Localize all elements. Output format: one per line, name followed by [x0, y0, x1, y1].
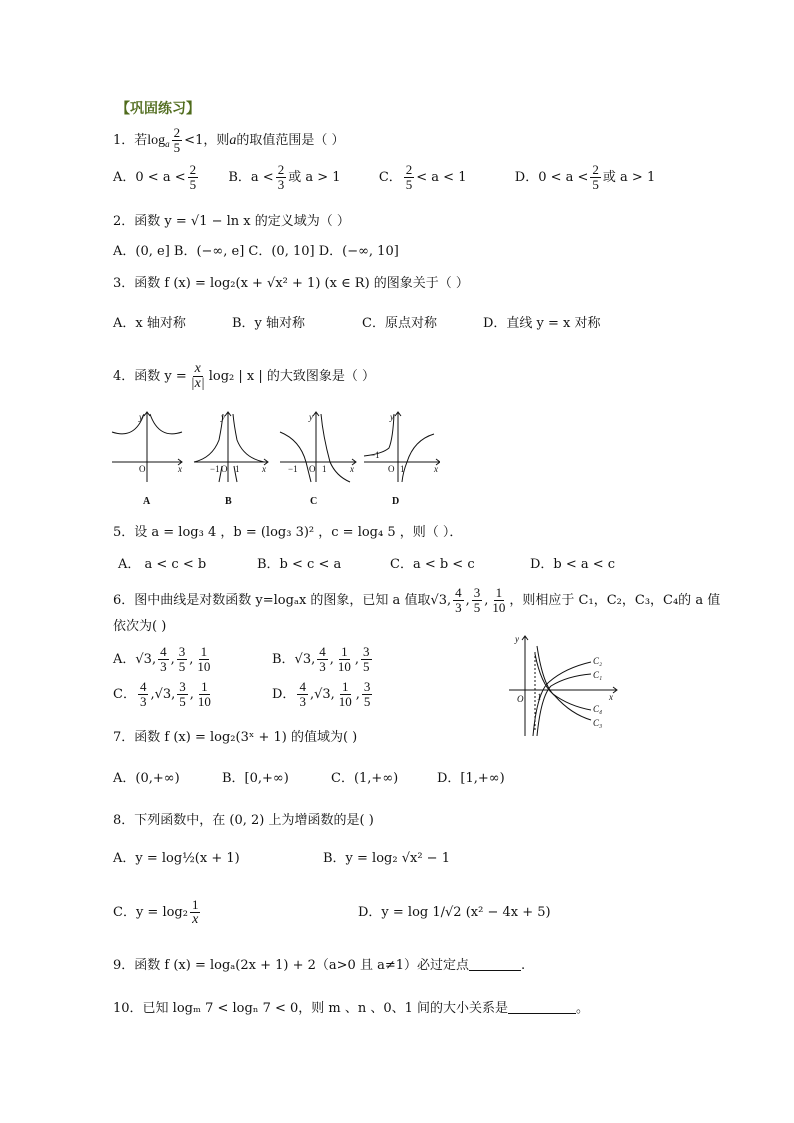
q10-end: 。	[576, 1001, 590, 1016]
q1-fraction	[172, 126, 183, 155]
q6-a-f3: $\frac{1}{10}$	[197, 644, 211, 674]
question-8: 8．下列函数中，在 (0, 2) 上为增函数的是( )	[113, 813, 374, 828]
q6-d3: 10	[492, 600, 506, 615]
q4-fraction	[189, 362, 207, 391]
q6-d-text: D．	[272, 687, 296, 702]
q6-graph	[505, 632, 625, 738]
q1-d-text1: D．0 < a <	[514, 170, 589, 185]
q4-label-c: C	[310, 496, 318, 507]
q5-option-d: D．b < a < c	[530, 557, 616, 572]
q6-val-sqrt3: √3,	[430, 593, 452, 608]
q8-c-frac	[190, 898, 201, 927]
q1-d-text2: 或 a > 1	[602, 170, 656, 185]
svg-text:−1: −1	[210, 464, 220, 474]
q10-text: 10．已知 logₘ 7 < logₙ 7 < 0，则 m 、n 、0、1 间的大小关系是	[113, 1001, 509, 1016]
svg-text:O: O	[139, 464, 146, 474]
q7-option-c: C．(1,+∞)	[331, 771, 399, 786]
q8-option-c	[113, 898, 202, 927]
q1-b-num: 2	[277, 162, 285, 177]
q1-var: a	[229, 133, 237, 148]
q1-b-text2: 或 a > 1	[288, 170, 341, 185]
q6-c-f1: $\frac{4}{3}$	[139, 679, 147, 709]
graph-b	[194, 412, 268, 482]
question-7: 7．函数 f (x) = log₂(3ˣ + 1) 的值域为( )	[113, 730, 358, 745]
q1-b-text1: B．a <	[228, 170, 274, 185]
q6-g-o: O	[517, 694, 524, 704]
question-6-line2: 依次为( )	[113, 619, 167, 634]
q1-d-den: 5	[592, 177, 599, 192]
q5-option-b: B．b < c < a	[257, 557, 342, 572]
q6-frac-43	[453, 586, 464, 615]
q6-b-text: B．√3,	[272, 652, 316, 667]
question-2-options: A．(0, e] B．(−∞, e] C．(0, 10] D．(−∞, 10]	[113, 244, 399, 259]
q1-b-frac	[276, 163, 287, 192]
q1-option-d	[514, 162, 656, 192]
question-5: 5．设 a = log₃ 4 ，b = (log₃ 3)² ，c = log₄ 5 ，则（ ）．	[113, 525, 463, 540]
q6-b-f1: $\frac{4}{3}$	[319, 644, 326, 674]
q1-base: a	[165, 139, 170, 149]
q1-num: 2	[173, 125, 181, 140]
q4-label-a: A	[143, 496, 151, 507]
q4-rest: log₂ | x | 的大致图象是（ ）	[208, 369, 375, 384]
q1-c-den: 5	[405, 177, 413, 192]
q6-g-c3: C₃	[593, 718, 603, 728]
q8-c-num: 1	[191, 897, 199, 912]
svg-text:y: y	[139, 412, 143, 422]
q5-option-c: C．a < b < c	[390, 557, 475, 572]
q6-c-f3: $\frac{1}{10}$	[197, 679, 211, 709]
q6-frac-110	[490, 586, 507, 615]
q4-den: |x|	[190, 376, 205, 391]
q10-answer-blank[interactable]	[508, 1001, 576, 1014]
svg-text:−1: −1	[288, 464, 298, 474]
q1-a-text: A．0 < a <	[113, 170, 186, 185]
q1-rel: <1，则	[184, 133, 230, 148]
q6-g-c2: C₂	[593, 656, 603, 666]
q6-c-text: C．	[113, 687, 136, 702]
q7-option-a: A．(0,+∞)	[113, 771, 180, 786]
q6-a-f1: $\frac{4}{3}$	[160, 644, 167, 674]
svg-text:1: 1	[322, 464, 327, 474]
q6-text2: ，则相应于 C₁，C₂，C₃，C₄的 a 值	[509, 593, 721, 608]
q1-suffix: 的取值范围是（ ）	[236, 133, 345, 148]
q8-option-d: D．y = log 1/√2 (x² − 4x + 5)	[358, 905, 551, 920]
svg-text:O: O	[388, 464, 395, 474]
section-title: 【巩固练习】	[116, 101, 200, 117]
q6-frac-35	[472, 586, 483, 615]
q1-c-frac	[404, 163, 415, 192]
q6-g-c4: C₄	[593, 704, 603, 714]
q6-comma1: ,	[465, 593, 470, 608]
q1-option-c	[378, 162, 467, 192]
q9-text: 9．函数 f (x) = logₐ(2x + 1) + 2（a>0 且 a≠1）必过定点	[113, 958, 469, 973]
q7-option-b: B．[0,+∞)	[222, 771, 289, 786]
q6-d2: 5	[473, 600, 481, 615]
q8-option-b: B．y = log₂ √x² − 1	[323, 851, 450, 866]
q6-d-f3: $\frac{3}{5}$	[363, 679, 371, 709]
q6-comma2: ,	[484, 593, 489, 608]
svg-text:x: x	[262, 464, 266, 474]
svg-text:y: y	[390, 412, 394, 422]
q6-d-f1: $\frac{4}{3}$	[299, 679, 306, 709]
q5-option-a: A． a < c < b	[118, 557, 207, 572]
question-10	[113, 1000, 589, 1018]
q3-option-d: D．直线 y = x 对称	[483, 316, 601, 331]
q4-label-d: D	[392, 496, 400, 507]
q3-option-a: A．x 轴对称	[113, 316, 186, 331]
q6-text1: 6．图中曲线是对数函数 y=logₐx 的图象，已知 a 值取	[113, 593, 431, 608]
q6-option-d: D． $\frac{4}{3}$ ,√3, $\frac{1}{10}$ , $\frac{3}{5}$	[272, 679, 371, 709]
q6-option-c: C． $\frac{4}{3}$ ,√3, $\frac{3}{5}$ , $\frac{1}{10}$	[113, 679, 211, 709]
q4-graphs	[110, 410, 440, 510]
question-1-options	[113, 163, 655, 192]
q1-d-num: 2	[592, 162, 599, 177]
q8-c-text: C．y = log₂	[113, 905, 188, 920]
svg-text:O: O	[309, 464, 316, 474]
question-3: 3．函数 f (x) = log₂(x + √x² + 1) (x ∈ R) 的图象关于（ ）	[113, 276, 469, 291]
svg-text:1: 1	[235, 464, 240, 474]
question-2: 2．函数 y = √1 − ln x 的定义域为（ ）	[113, 214, 350, 229]
q1-c-num: 2	[405, 162, 413, 177]
q6-c-f2: $\frac{3}{5}$	[179, 679, 186, 709]
q1-c-text2: < a < 1	[416, 170, 467, 185]
q6-b-f2: $\frac{1}{10}$	[337, 644, 351, 674]
q4-prefix: 4．函数 y =	[113, 369, 187, 384]
q6-g-c1: C₁	[593, 670, 603, 680]
q7-option-d: D．[1,+∞)	[437, 771, 505, 786]
svg-text:1: 1	[400, 464, 405, 474]
q6-option-b: B．√3, $\frac{4}{3}$ , $\frac{1}{10}$ , $\frac{3}{5}$	[272, 644, 370, 674]
question-9	[113, 957, 525, 975]
svg-text:x: x	[434, 464, 438, 474]
svg-text:−1: −1	[370, 450, 380, 460]
question-1	[113, 126, 344, 155]
question-6	[113, 586, 720, 615]
graph-a	[112, 412, 182, 482]
q6-option-a: A．√3, $\frac{4}{3}$ , $\frac{3}{5}$ , $\frac{1}{10}$	[113, 644, 211, 674]
svg-text:x: x	[350, 464, 354, 474]
q6-n2: 3	[473, 585, 481, 600]
q6-d-f2: $\frac{1}{10}$	[338, 679, 352, 709]
q8-option-a: A．y = log½(x + 1)	[113, 851, 240, 866]
q9-end: .	[521, 958, 526, 973]
q1-c-text1: C．	[378, 170, 402, 185]
q1-den: 5	[173, 140, 181, 155]
q1-d-frac	[590, 163, 601, 192]
q4-label-b: B	[225, 496, 232, 507]
q1-a-num: 2	[189, 162, 197, 177]
q1-a-den: 5	[189, 177, 197, 192]
q6-g-y: y	[515, 634, 519, 644]
svg-text:y: y	[309, 412, 313, 422]
question-4	[113, 362, 375, 391]
q1-log: log	[147, 133, 166, 148]
q3-option-b: B．y 轴对称	[232, 316, 306, 331]
q8-c-den: x	[192, 912, 199, 927]
q4-num: x	[194, 361, 201, 376]
q6-b-f3: $\frac{3}{5}$	[363, 644, 370, 674]
q3-option-c: C．原点对称	[362, 316, 437, 331]
svg-text:x: x	[178, 464, 182, 474]
q6-n3: 1	[495, 585, 503, 600]
q1-b-den: 3	[277, 177, 285, 192]
q6-d1: 3	[455, 600, 462, 615]
svg-text:O: O	[221, 464, 228, 474]
svg-text:y: y	[221, 412, 225, 422]
q6-g-1: 1	[537, 692, 542, 702]
q1-option-a	[113, 162, 200, 192]
q1-option-b	[228, 162, 341, 192]
q9-answer-blank[interactable]	[469, 958, 521, 971]
q6-n1: 4	[455, 585, 462, 600]
q6-a-f2: $\frac{3}{5}$	[178, 644, 186, 674]
q6-g-x: x	[609, 692, 613, 702]
q1-a-frac	[188, 163, 199, 192]
q1-prefix: 1．若	[113, 133, 148, 148]
q6-a-text: A．√3,	[113, 652, 157, 667]
